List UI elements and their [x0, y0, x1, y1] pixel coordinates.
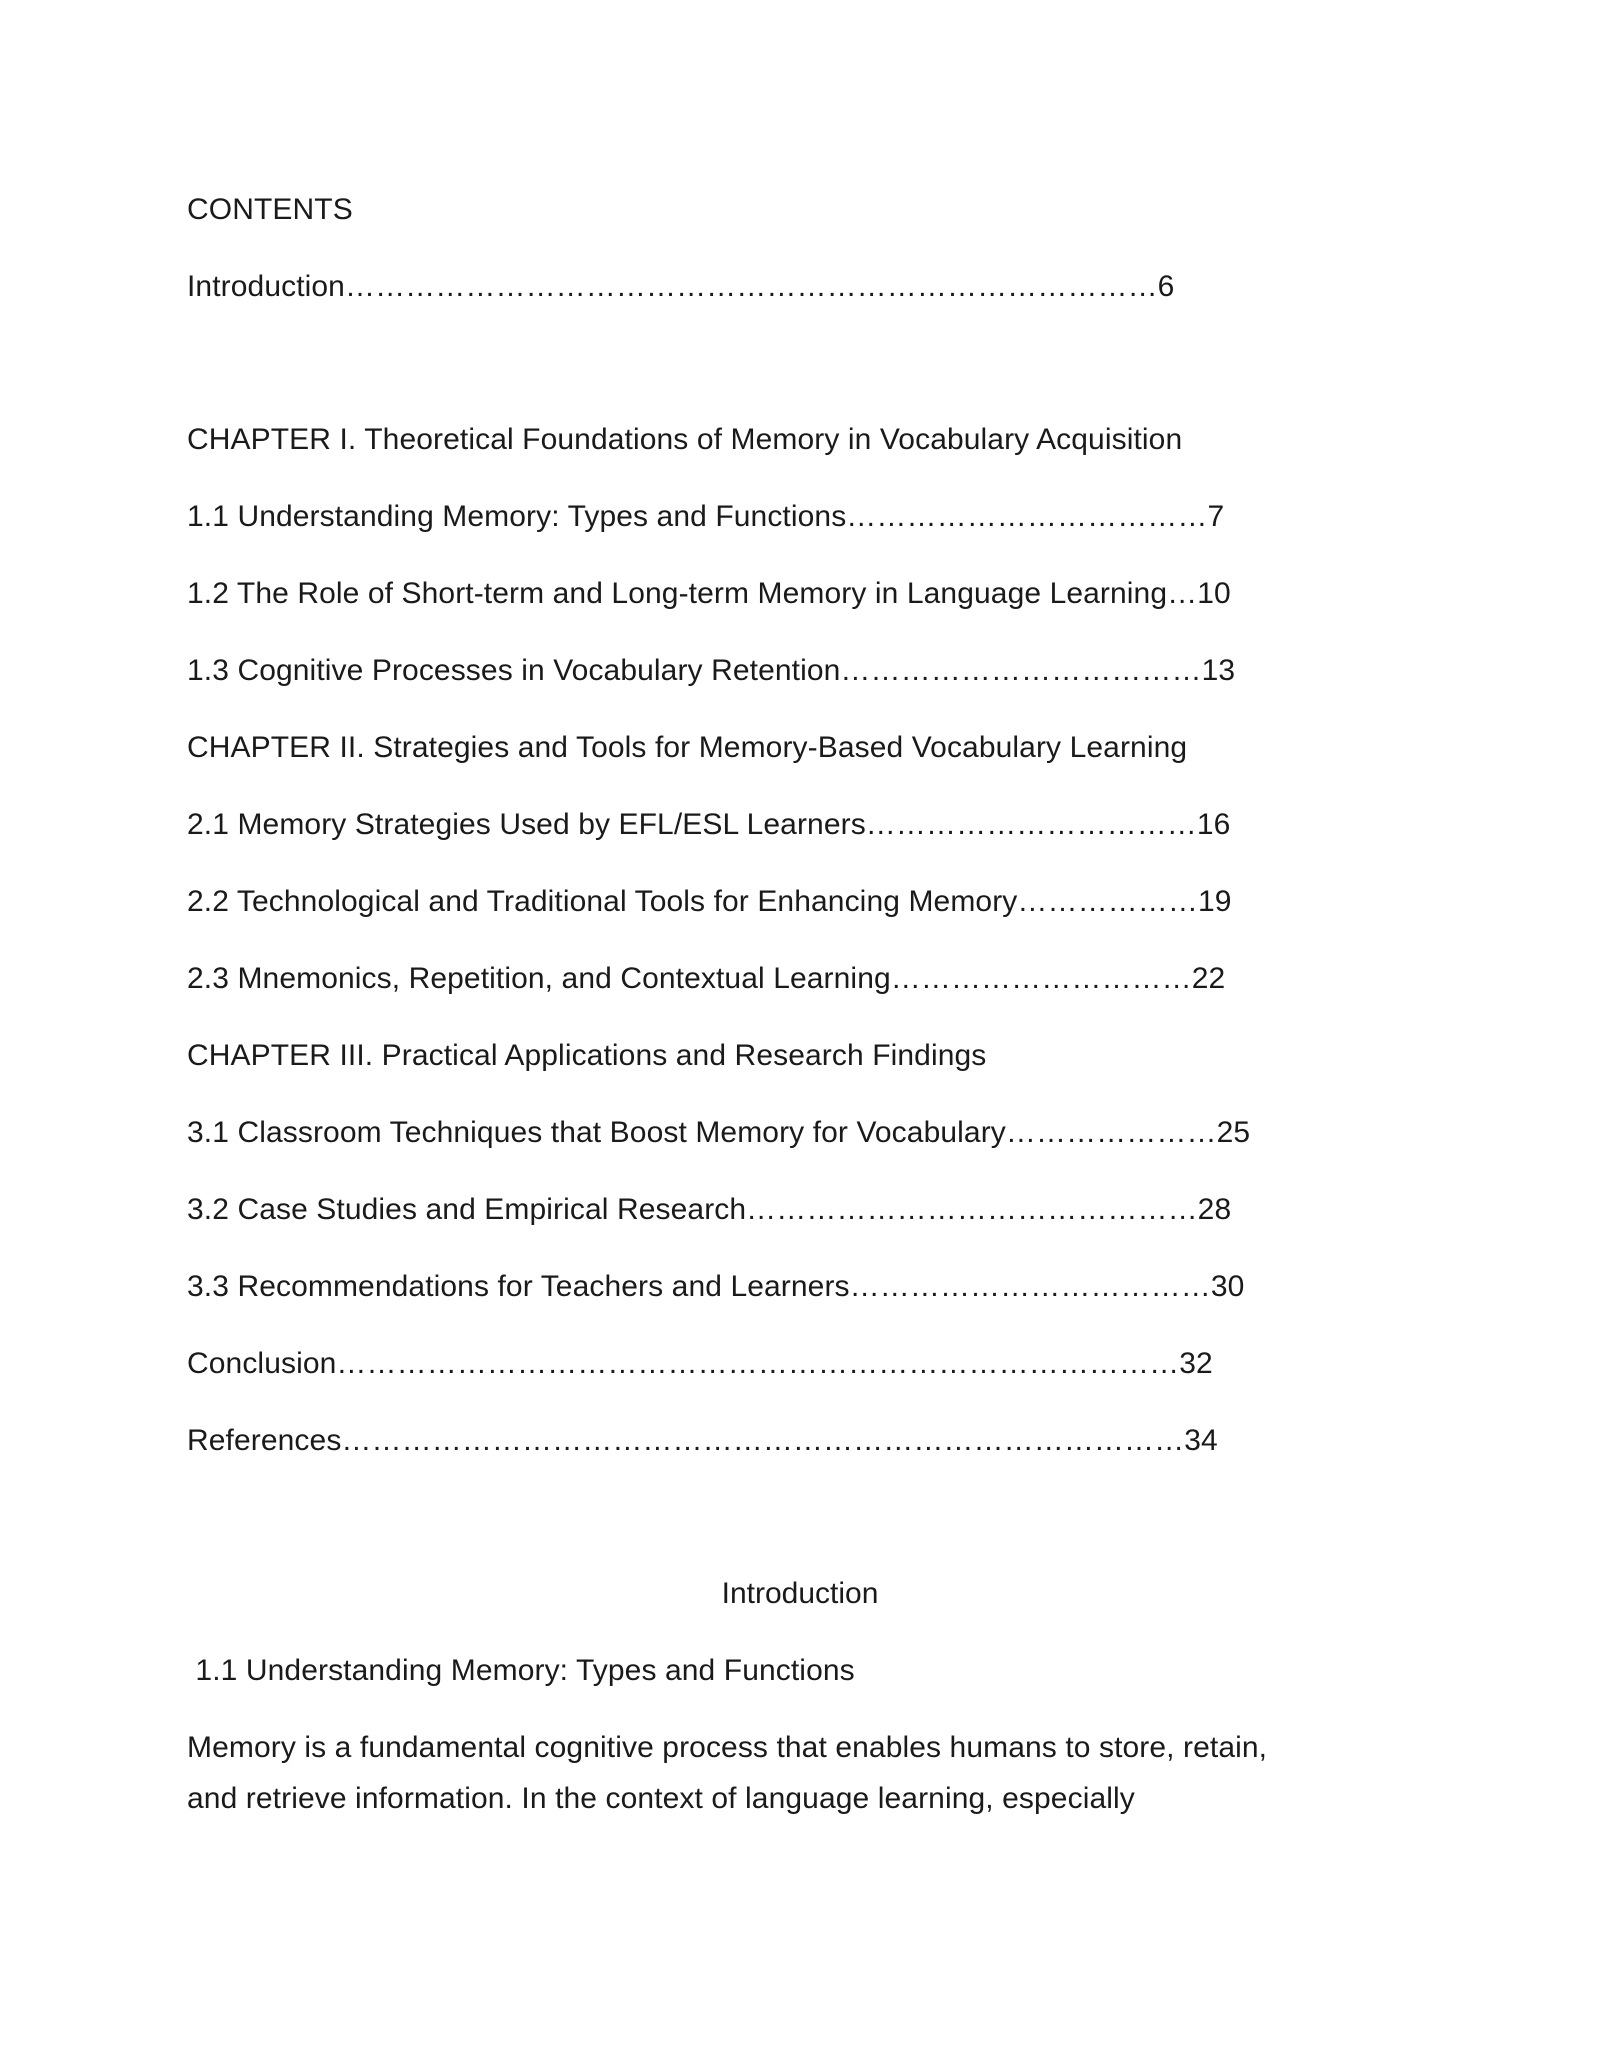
body-paragraph-line-2: and retrieve information. In the context of language learning, especially — [187, 1782, 1135, 1815]
toc-chapter-1: CHAPTER I. Theoretical Foundations of Memory in Vocabulary Acquisition — [187, 423, 1183, 456]
toc-entry-introduction: Introduction………………………………………………………………………6 — [187, 270, 1175, 303]
toc-entry-2-2: 2.2 Technological and Traditional Tools for Enhancing Memory………………19 — [187, 885, 1232, 918]
toc-entry-3-3: 3.3 Recommendations for Teachers and Learners………………………………30 — [187, 1270, 1245, 1303]
toc-chapter-3: CHAPTER III. Practical Applications and Research Findings — [187, 1039, 987, 1072]
toc-chapter-2: CHAPTER II. Strategies and Tools for Memory-Based Vocabulary Learning — [187, 731, 1188, 764]
toc-entry-2-1: 2.1 Memory Strategies Used by EFL/ESL Learners……………………………16 — [187, 808, 1231, 841]
toc-entry-conclusion: Conclusion…………………………………………………………………………32 — [187, 1347, 1213, 1380]
toc-entry-2-3: 2.3 Mnemonics, Repetition, and Contextual Learning…………………………22 — [187, 962, 1226, 995]
toc-entry-3-1: 3.1 Classroom Techniques that Boost Memory for Vocabulary…………………25 — [187, 1116, 1251, 1149]
toc-entry-1-3: 1.3 Cognitive Processes in Vocabulary Retention………………………………13 — [187, 654, 1236, 687]
toc-entry-1-1: 1.1 Understanding Memory: Types and Functions………………………………7 — [187, 500, 1225, 533]
toc-entry-3-2: 3.2 Case Studies and Empirical Research………………………………………28 — [187, 1193, 1232, 1226]
toc-entry-references: References…………………………………………………………………………34 — [187, 1424, 1218, 1457]
section-subheading: 1.1 Understanding Memory: Types and Functions — [187, 1654, 855, 1687]
body-paragraph-line-1: Memory is a fundamental cognitive process that enables humans to store, retain, — [187, 1731, 1268, 1764]
contents-title: CONTENTS — [187, 193, 353, 226]
toc-entry-1-2: 1.2 The Role of Short-term and Long-term Memory in Language Learning…10 — [187, 577, 1231, 610]
section-heading: Introduction — [721, 1577, 879, 1610]
